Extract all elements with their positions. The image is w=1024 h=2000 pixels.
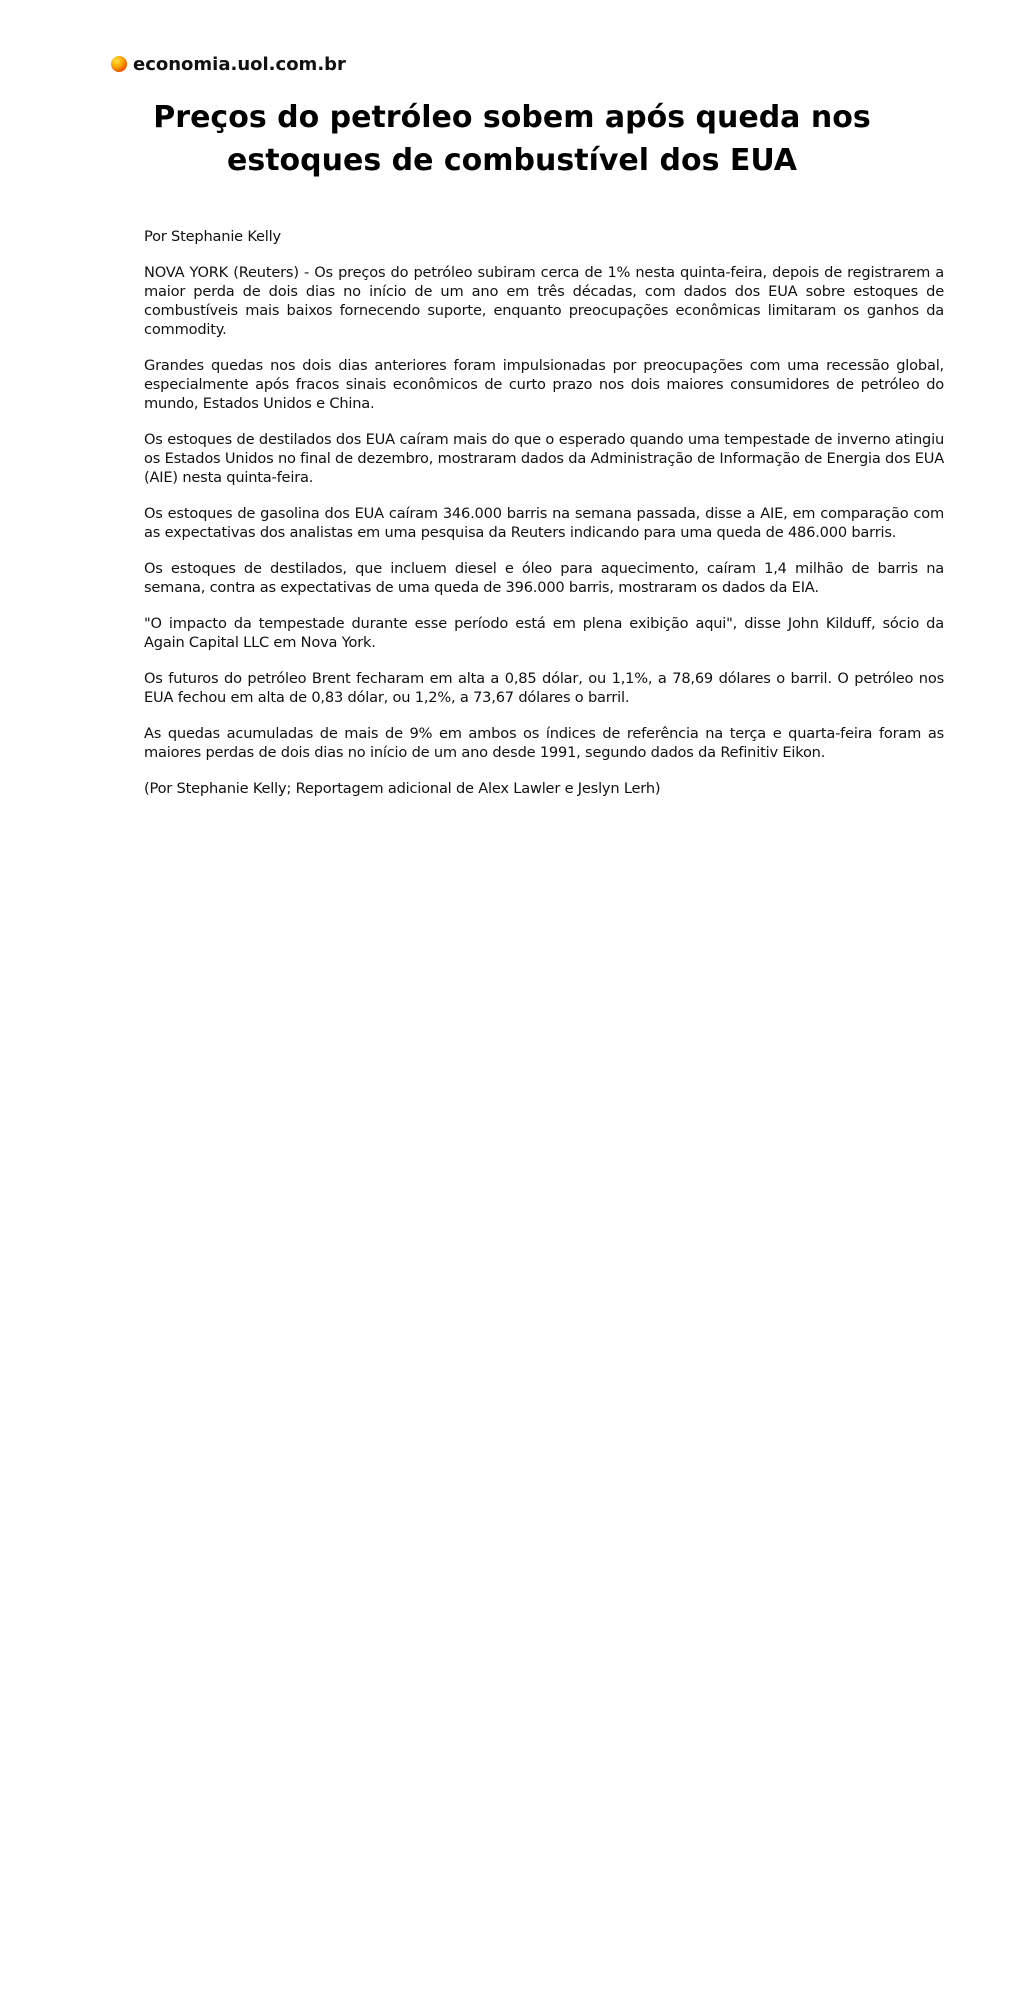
article-paragraph: NOVA YORK (Reuters) - Os preços do petróleo subiram cerca de 1% nesta quinta-feira, depois de registrarem a maior perda de dois dias no início de um ano em três décadas, com dados dos EUA sobre estoques de combustíveis mais baixos fornecendo suporte, enquanto preocupações econômicas limitaram os ganhos da commodity.	[144, 264, 944, 338]
article-paragraph: Os estoques de destilados, que incluem diesel e óleo para aquecimento, caíram 1,4 milhão de barris na semana, contra as expectativas de uma queda de 396.000 barris, mostraram os dados da EIA.	[144, 560, 944, 596]
article-byline: Por Stephanie Kelly	[144, 228, 281, 245]
site-name[interactable]: economia.uol.com.br	[133, 53, 346, 75]
article-paragraph: Os futuros do petróleo Brent fecharam em alta a 0,85 dólar, ou 1,1%, a 78,69 dólares o barril. O petróleo nos EUA fechou em alta de 0,83 dólar, ou 1,2%, a 73,67 dólares o barril.	[144, 670, 944, 706]
article-paragraph: Os estoques de destilados dos EUA caíram mais do que o esperado quando uma tempestade de inverno atingiu os Estados Unidos no final de dezembro, mostraram dados da Administração de Informação de Energia dos EUA (AIE) nesta quinta-feira.	[144, 431, 944, 486]
article-body	[144, 227, 944, 815]
article-paragraph: Os estoques de gasolina dos EUA caíram 346.000 barris na semana passada, disse a AIE, em comparação com as expectativas dos analistas em uma pesquisa da Reuters indicando para uma queda de 486.000 barris.	[144, 505, 944, 541]
article-paragraph: "O impacto da tempestade durante esse período está em plena exibição aqui", disse John Kilduff, sócio da Again Capital LLC em Nova York.	[144, 615, 944, 651]
site-header	[111, 52, 346, 76]
article-paragraph: Grandes quedas nos dois dias anteriores foram impulsionadas por preocupações com uma recessão global, especialmente após fracos sinais econômicos de curto prazo nos dois maiores consumidores de petróleo do mundo, Estados Unidos e China.	[144, 357, 944, 412]
article-credits: (Por Stephanie Kelly; Reportagem adicional de Alex Lawler e Jeslyn Lerh)	[144, 780, 661, 797]
uol-sphere-icon	[111, 56, 127, 72]
article-paragraph: As quedas acumuladas de mais de 9% em ambos os índices de referência na terça e quarta-feira foram as maiores perdas de dois dias no início de um ano desde 1991, segundo dados da Refinitiv Eikon.	[144, 725, 944, 761]
article-title: Preços do petróleo sobem após queda nos estoques de combustível dos EUA	[153, 100, 871, 178]
